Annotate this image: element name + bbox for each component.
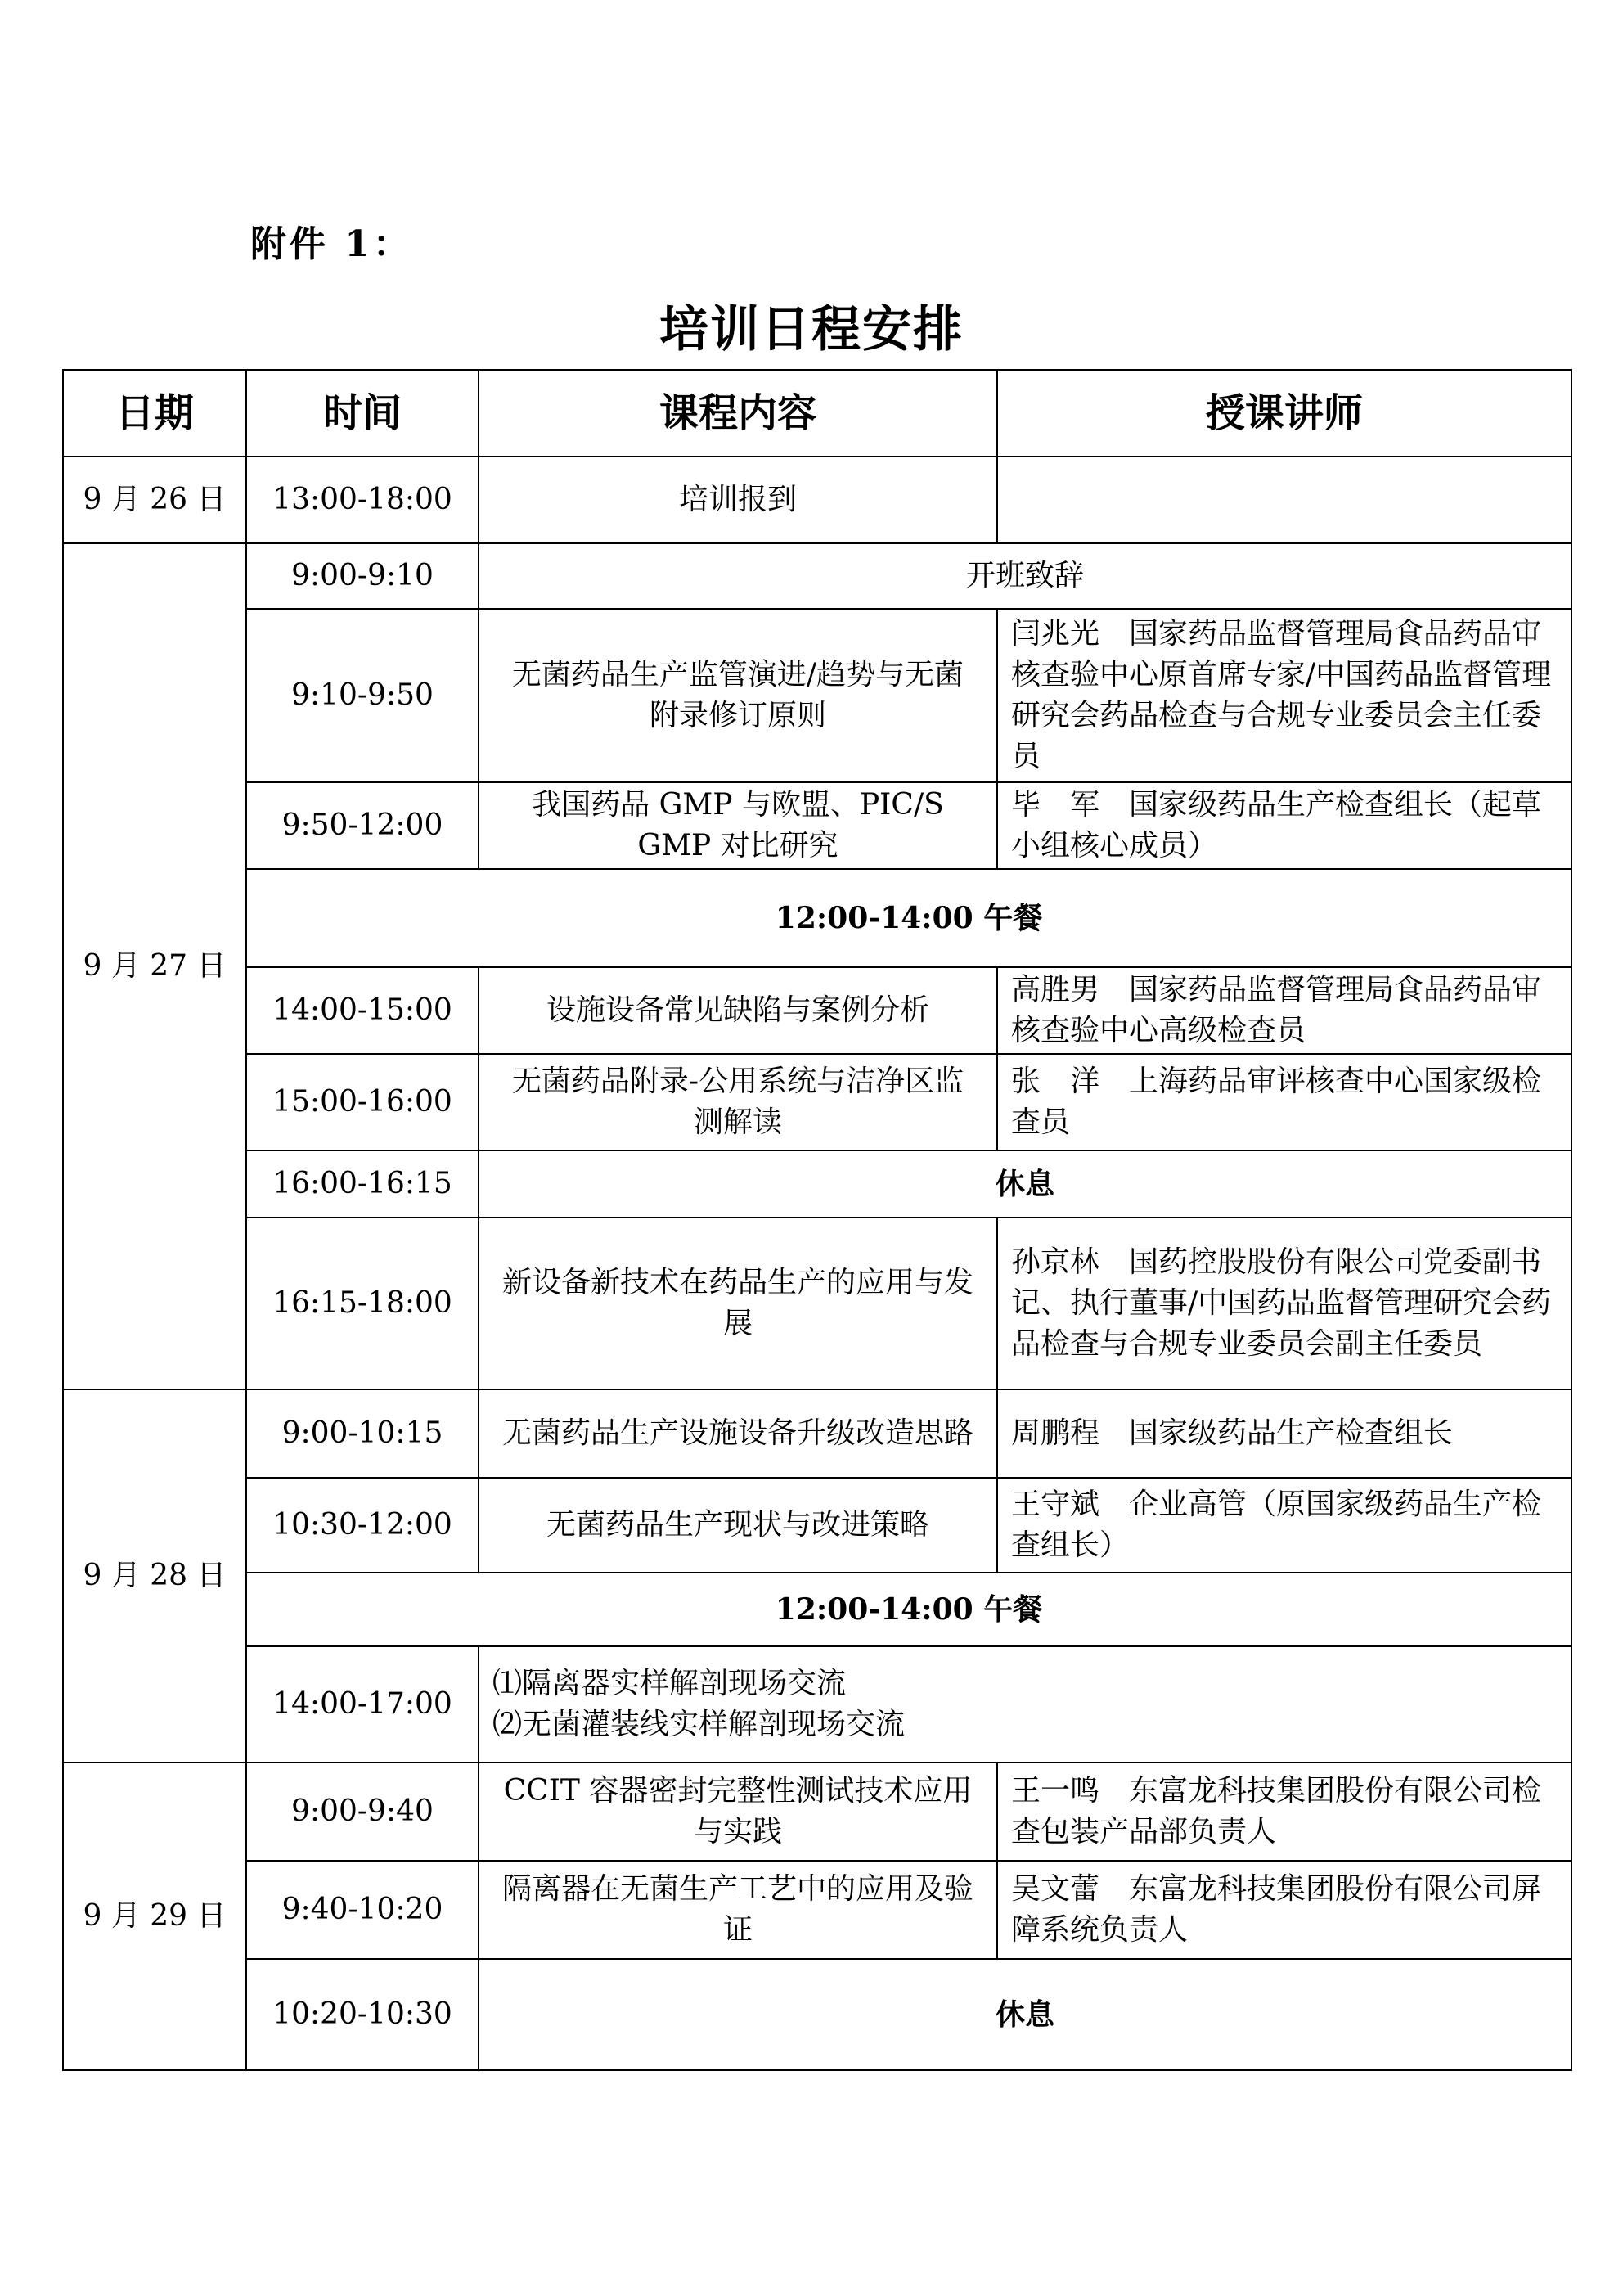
time-cell: 14:00-15:00 <box>246 967 479 1054</box>
break-cell: 休息 <box>479 1150 1571 1218</box>
time-cell: 16:00-16:15 <box>246 1150 479 1218</box>
lunch-cell: 12:00-14:00 午餐 <box>246 869 1571 967</box>
date-cell: 9 月 26 日 <box>63 457 246 543</box>
course-cell: CCIT 容器密封完整性测试技术应用与实践 <box>479 1763 997 1861</box>
schedule-table <box>62 369 1572 2071</box>
lecturer-cell <box>997 457 1571 543</box>
lecturer-cell: 张 洋 上海药品审评核查中心国家级检查员 <box>997 1054 1571 1150</box>
course-cell: 无菌药品生产设施设备升级改造思路 <box>479 1389 997 1478</box>
time-cell: 13:00-18:00 <box>246 457 479 543</box>
table-row <box>63 1959 1571 2070</box>
table-row <box>63 1389 1571 1478</box>
table-row <box>63 782 1571 869</box>
lecturer-cell: 吴文蕾 东富龙科技集团股份有限公司屏障系统负责人 <box>997 1861 1571 1959</box>
course-cell: 无菌药品生产现状与改进策略 <box>479 1478 997 1573</box>
table-row <box>63 1054 1571 1150</box>
lecturer-cell: 王一鸣 东富龙科技集团股份有限公司检查包装产品部负责人 <box>997 1763 1571 1861</box>
table-row <box>63 1861 1571 1959</box>
lecturer-cell: 孙京林 国药控股股份有限公司党委副书记、执行董事/中国药品监督管理研究会药品检查与合规专业委员会副主任委员 <box>997 1218 1571 1389</box>
table-row <box>63 1218 1571 1389</box>
lecturer-cell: 高胜男 国家药品监督管理局食品药品审核查验中心高级检查员 <box>997 967 1571 1054</box>
time-cell: 10:30-12:00 <box>246 1478 479 1573</box>
lunch-cell: 12:00-14:00 午餐 <box>246 1573 1571 1646</box>
header-time: 时间 <box>246 370 479 457</box>
table-row <box>63 1763 1571 1861</box>
time-cell: 15:00-16:00 <box>246 1054 479 1150</box>
time-cell: 16:15-18:00 <box>246 1218 479 1389</box>
course-cell <box>479 1646 1571 1763</box>
course-cell: 培训报到 <box>479 457 997 543</box>
page-title: 培训日程安排 <box>659 301 964 358</box>
course-cell: 隔离器在无菌生产工艺中的应用及验证 <box>479 1861 997 1959</box>
course-line: ⑵无菌灌装线实样解剖现场交流 <box>492 1708 906 1741</box>
course-cell: 无菌药品附录-公用系统与洁净区监测解读 <box>479 1054 997 1150</box>
header-course: 课程内容 <box>479 370 997 457</box>
lecturer-cell: 闫兆光 国家药品监督管理局食品药品审核查验中心原首席专家/中国药品监督管理研究会药品检查与合规专业委员会主任委员 <box>997 609 1571 782</box>
attachment-label: 附件 1： <box>250 223 412 265</box>
table-row <box>63 967 1571 1054</box>
table-row <box>63 1573 1571 1646</box>
date-cell: 9 月 29 日 <box>63 1763 246 2070</box>
header-date: 日期 <box>63 370 246 457</box>
time-cell: 9:10-9:50 <box>246 609 479 782</box>
table-row <box>63 609 1571 782</box>
lecturer-cell: 毕 军 国家级药品生产检查组长（起草小组核心成员） <box>997 782 1571 869</box>
course-cell: 我国药品 GMP 与欧盟、PIC/S GMP 对比研究 <box>479 782 997 869</box>
course-cell: 设施设备常见缺陷与案例分析 <box>479 967 997 1054</box>
lecturer-cell: 王守斌 企业高管（原国家级药品生产检查组长） <box>997 1478 1571 1573</box>
table-row <box>63 543 1571 609</box>
time-cell: 9:40-10:20 <box>246 1861 479 1959</box>
course-cell: 无菌药品生产监管演进/趋势与无菌附录修订原则 <box>479 609 997 782</box>
table-row <box>63 1646 1571 1763</box>
header-lecturer: 授课讲师 <box>997 370 1571 457</box>
time-cell: 9:00-9:40 <box>246 1763 479 1861</box>
time-cell: 9:00-10:15 <box>246 1389 479 1478</box>
break-cell: 休息 <box>479 1959 1571 2070</box>
table-row <box>63 869 1571 967</box>
date-cell: 9 月 28 日 <box>63 1389 246 1763</box>
course-cell: 开班致辞 <box>479 543 1571 609</box>
time-cell: 9:50-12:00 <box>246 782 479 869</box>
time-cell: 10:20-10:30 <box>246 1959 479 2070</box>
table-row <box>63 1478 1571 1573</box>
table-header-row <box>63 370 1571 457</box>
course-line: ⑴隔离器实样解剖现场交流 <box>492 1667 847 1700</box>
time-cell: 9:00-9:10 <box>246 543 479 609</box>
table-row <box>63 457 1571 543</box>
course-cell: 新设备新技术在药品生产的应用与发展 <box>479 1218 997 1389</box>
time-cell: 14:00-17:00 <box>246 1646 479 1763</box>
table-row <box>63 1150 1571 1218</box>
lecturer-cell: 周鹏程 国家级药品生产检查组长 <box>997 1389 1571 1478</box>
date-cell: 9 月 27 日 <box>63 543 246 1389</box>
